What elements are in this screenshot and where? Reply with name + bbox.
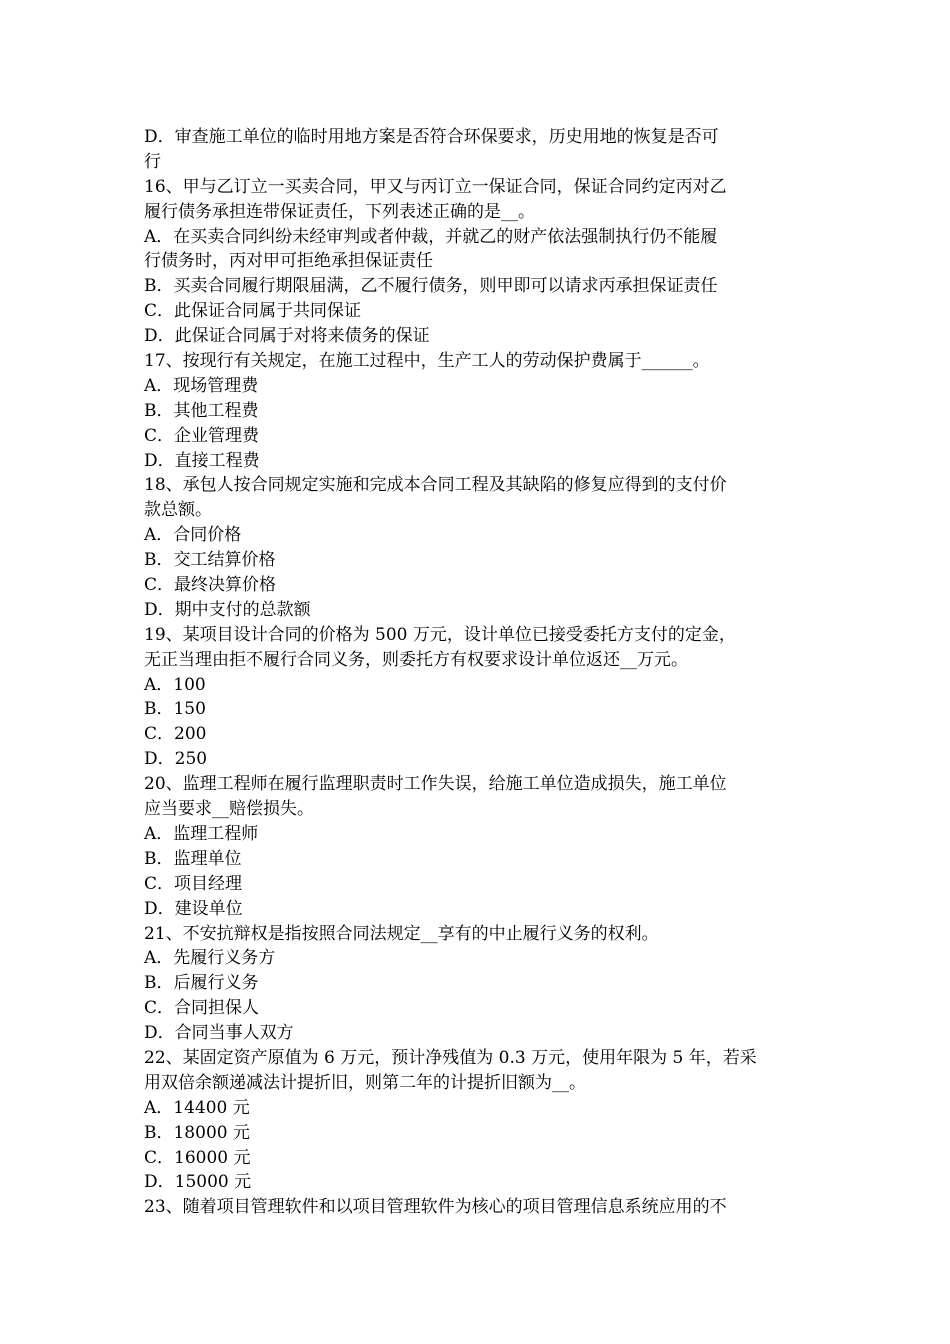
option-a: A．在买卖合同纠纷未经审判或者仲裁，并就乙的财产依法强制执行仍不能履 [144, 226, 718, 247]
option-a: A．合同价格 [144, 525, 242, 546]
question-19-stem: 19、某项目设计合同的价格为 500 万元，设计单位已接受委托方支付的定金， [144, 624, 736, 645]
question-21-stem: 21、不安抗辩权是指按照合同法规定__享有的中止履行义务的权利。 [144, 923, 659, 944]
option-b: B．后履行义务 [144, 973, 259, 994]
option-b: B．18000 元 [144, 1122, 250, 1143]
option-c: C．企业管理费 [144, 425, 260, 446]
option-d: D．250 [144, 749, 208, 770]
question-23-stem: 23、随着项目管理软件和以项目管理软件为核心的项目管理信息系统应用的不 [144, 1197, 727, 1218]
option-b: B．其他工程费 [144, 400, 259, 421]
text-line: 行 [144, 151, 161, 172]
text-line: 履行债务承担连带保证责任，下列表述正确的是__。 [144, 201, 535, 222]
text-line: 款总额。 [144, 500, 212, 521]
option-c: C．此保证合同属于共同保证 [144, 301, 362, 322]
option-b: B．买卖合同履行期限届满，乙不履行债务，则甲即可以请求丙承担保证责任 [144, 276, 718, 297]
text-line: 应当要求__赔偿损失。 [144, 799, 314, 820]
question-16-stem: 16、甲与乙订立一买卖合同，甲又与丙订立一保证合同，保证合同约定丙对乙 [144, 176, 727, 197]
text-line: D．审查施工单位的临时用地方案是否符合环保要求，历史用地的恢复是否可 [144, 127, 719, 147]
option-c: C．16000 元 [144, 1147, 251, 1168]
question-17-stem: 17、按现行有关规定，在施工过程中，生产工人的劳动保护费属于______。 [144, 351, 710, 372]
option-c: C．最终决算价格 [144, 575, 277, 596]
option-d: D．合同当事人双方 [144, 1023, 294, 1044]
option-c: C．合同担保人 [144, 998, 260, 1019]
option-c: C．项目经理 [144, 873, 243, 894]
question-20-stem: 20、监理工程师在履行监理职责时工作失误，给施工单位造成损失，施工单位 [144, 774, 727, 795]
option-a: A．先履行义务方 [144, 948, 276, 969]
option-a: A．100 [144, 674, 206, 695]
text-line: 行债务时，丙对甲可拒绝承担保证责任 [144, 251, 433, 272]
option-b: B．150 [144, 699, 206, 720]
question-22-stem: 22、某固定资产原值为 6 万元，预计净残值为 0.3 万元，使用年限为 5 年，若采 [144, 1047, 757, 1068]
option-c: C．200 [144, 724, 207, 745]
option-a: A．监理工程师 [144, 823, 259, 844]
option-d: D．此保证合同属于对将来债务的保证 [144, 326, 430, 347]
option-a: A．现场管理费 [144, 375, 259, 396]
option-b: B．交工结算价格 [144, 550, 276, 571]
option-d: D．期中支付的总款额 [144, 599, 311, 620]
text-line: 用双倍余额递减法计提折旧，则第二年的计提折旧额为__。 [144, 1072, 586, 1093]
text-line: 无正当理由拒不履行合同义务，则委托方有权要求设计单位返还__万元。 [144, 649, 688, 670]
option-a: A．14400 元 [144, 1097, 250, 1118]
option-b: B．监理单位 [144, 848, 242, 869]
option-d: D．15000 元 [144, 1172, 252, 1193]
document-body [144, 125, 812, 1220]
option-d: D．直接工程费 [144, 450, 260, 471]
question-18-stem: 18、承包人按合同规定实施和完成本合同工程及其缺陷的修复应得到的支付价 [144, 475, 727, 496]
option-d: D．建设单位 [144, 898, 243, 919]
